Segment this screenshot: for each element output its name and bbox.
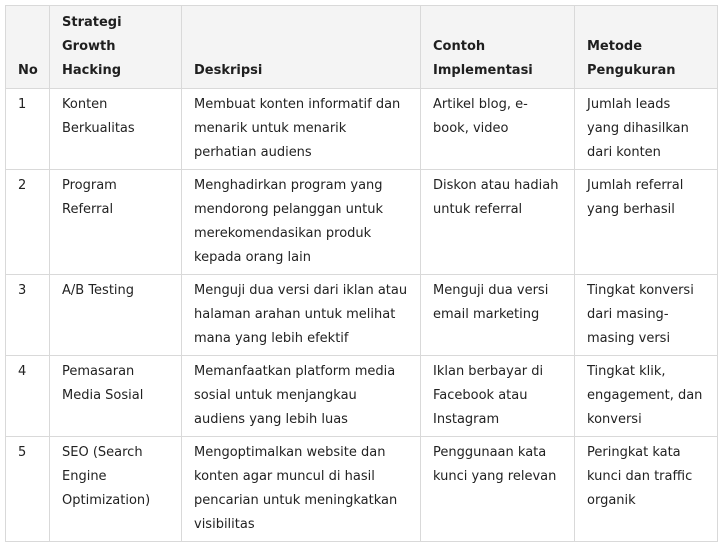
growth-hacking-table bbox=[5, 5, 718, 542]
cell-strategy: Pemasaran Media Sosial bbox=[50, 356, 182, 437]
header-no: No bbox=[6, 6, 50, 89]
cell-description: Membuat konten informatif dan menarik untuk menarik perhatian audiens bbox=[182, 89, 421, 170]
cell-no: 3 bbox=[6, 275, 50, 356]
cell-example: Artikel blog, e-book, video bbox=[421, 89, 575, 170]
cell-description: Memanfaatkan platform media sosial untuk menjangkau audiens yang lebih luas bbox=[182, 356, 421, 437]
cell-measurement: Jumlah referral yang berhasil bbox=[575, 170, 718, 275]
header-row bbox=[6, 6, 718, 89]
table-row bbox=[6, 89, 718, 170]
table-row bbox=[6, 275, 718, 356]
cell-example: Iklan berbayar di Facebook atau Instagram bbox=[421, 356, 575, 437]
header-description: Deskripsi bbox=[182, 6, 421, 89]
cell-no: 1 bbox=[6, 89, 50, 170]
header-example: Contoh Implementasi bbox=[421, 6, 575, 89]
cell-strategy: Konten Berkualitas bbox=[50, 89, 182, 170]
cell-description: Menghadirkan program yang mendorong pelanggan untuk merekomendasikan produk kepada orang lain bbox=[182, 170, 421, 275]
cell-measurement: Tingkat konversi dari masing-masing versi bbox=[575, 275, 718, 356]
cell-measurement: Peringkat kata kunci dan traffic organik bbox=[575, 437, 718, 542]
table-row bbox=[6, 356, 718, 437]
cell-no: 5 bbox=[6, 437, 50, 542]
cell-description: Menguji dua versi dari iklan atau halaman arahan untuk melihat mana yang lebih efektif bbox=[182, 275, 421, 356]
table-row bbox=[6, 437, 718, 542]
table-container bbox=[5, 5, 717, 542]
header-strategy: Strategi Growth Hacking bbox=[50, 6, 182, 89]
cell-measurement: Tingkat klik, engagement, dan konversi bbox=[575, 356, 718, 437]
cell-measurement: Jumlah leads yang dihasilkan dari konten bbox=[575, 89, 718, 170]
cell-example: Penggunaan kata kunci yang relevan bbox=[421, 437, 575, 542]
table-row bbox=[6, 170, 718, 275]
cell-strategy: A/B Testing bbox=[50, 275, 182, 356]
cell-strategy: SEO (Search Engine Optimization) bbox=[50, 437, 182, 542]
header-measurement: Metode Pengukuran bbox=[575, 6, 718, 89]
cell-description: Mengoptimalkan website dan konten agar muncul di hasil pencarian untuk meningkatkan visibilitas bbox=[182, 437, 421, 542]
cell-example: Diskon atau hadiah untuk referral bbox=[421, 170, 575, 275]
cell-strategy: Program Referral bbox=[50, 170, 182, 275]
cell-example: Menguji dua versi email marketing bbox=[421, 275, 575, 356]
cell-no: 2 bbox=[6, 170, 50, 275]
cell-no: 4 bbox=[6, 356, 50, 437]
